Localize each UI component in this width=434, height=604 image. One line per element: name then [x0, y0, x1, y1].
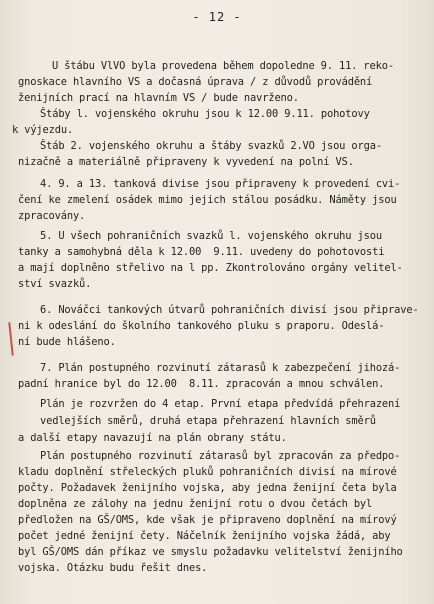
text-line: nizačně a materiálně připraveny k vyvedení na polní VS. — [18, 156, 354, 168]
text-line: a další etapy navazují na plán obrany státu. — [18, 432, 287, 444]
text-line: ní bude hlášeno. — [18, 336, 116, 348]
text-line: ženijních prací na hlavním VS / bude navrženo. — [18, 92, 299, 104]
text-line: U štábu VlVO byla provedena během dopoledne 9. 11. reko- — [52, 60, 394, 72]
text-line: tanky a samohybná děla k 12.00 9.11. uvedeny do pohotovosti — [18, 246, 385, 258]
text-line: doplněna ze zálohy na jednu ženijní rotu o dvou četách byl — [18, 498, 373, 510]
text-line: předložen na GŠ/OMS, kde však je připraveno doplnění na mírový — [18, 514, 397, 526]
text-line: počet jedné ženijní čety. Náčelník ženijního vojska žádá, aby — [18, 530, 391, 542]
text-line: a mají doplněno střelivo na l pp. Zkontrolováno orgány velitel- — [18, 262, 403, 274]
text-line: Plán postupného rozvinutí zátarasů byl zpracován za předpo- — [40, 450, 401, 462]
text-line: 4. 9. a 13. tanková divise jsou připraveny k provedení cvi- — [40, 178, 401, 190]
text-line: Štáb 2. vojenského okruhu a štáby svazků 2.VO jsou orga- — [40, 140, 382, 152]
text-line: gnoskace hlavního VS a dočasná úprava / z důvodů provádění — [18, 76, 373, 88]
text-line: ství svazků. — [18, 278, 92, 290]
text-line: byl GŠ/OMS dán příkaz ve smyslu požadavku velitelství ženijního — [18, 546, 403, 558]
text-line: zpracovány. — [18, 210, 86, 222]
text-line: k výjezdu. — [12, 124, 74, 136]
text-line: čení ke zmelení osádek mimo jejich stálou posádku. Náměty jsou — [18, 194, 397, 206]
text-line: Štáby l. vojenského okruhu jsou k 12.00 9.11. pohotovy — [40, 108, 370, 120]
text-line: ni k odeslání do školního tankového pluku s praporu. Odeslá- — [18, 320, 385, 332]
text-line: vojska. Otázku budu řešit dnes. — [18, 562, 208, 574]
text-line: 6. Nováčci tankových útvarů pohraničních divisí jsou připrave- — [40, 304, 419, 316]
text-line: 5. U všech pohraničních svazků l. vojenského okruhu jsou — [40, 230, 382, 242]
text-line: 7. Plán postupného rozvinutí zátarasů k zabezpečení jihozá- — [40, 362, 401, 374]
text-line: padní hranice byl do 12.00 8.11. zpracován a mnou schválen. — [18, 378, 385, 390]
text-line: kladu doplnění střeleckých pluků pohraničních divisí na mírové — [18, 466, 397, 478]
text-line: Plán je rozvržen do 4 etap. První etapa předvídá přehrazení vedlejších směrů, druhá etapa přehrazení hlavních směrů — [40, 398, 401, 427]
text-line: počty. Požadavek ženijního vojska, aby jedna ženijní četa byla — [18, 482, 397, 494]
red-margin-mark — [8, 322, 14, 356]
page-number: - 12 - — [192, 10, 242, 24]
